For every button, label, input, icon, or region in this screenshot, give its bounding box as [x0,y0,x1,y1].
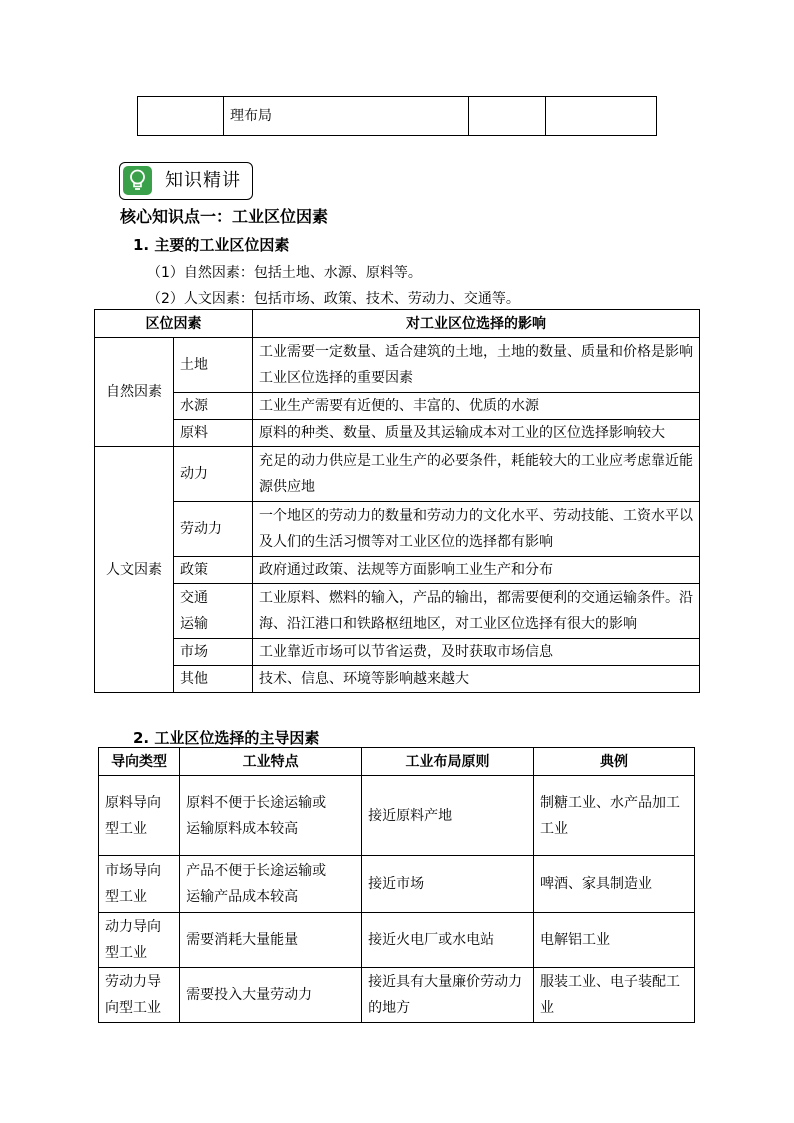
header-cell: 对工业区位选择的影响 [253,310,700,338]
example-text: 服装工业、电子装配工业 [540,974,680,1016]
example-text: 制糖工业、水产品加工工业 [540,794,680,837]
feature-text: 产品不便于长途运输或运输产品成本较高 [186,863,327,905]
header-cell: 区位因素 [95,310,253,338]
impact-cell: 政府通过政策、法规等方面影响工业生产和分布 [253,557,700,584]
principle-text: 接近具有大量廉价劳动力的地方 [368,974,523,1016]
type-text: 劳动力导向型工业 [105,974,161,1016]
section1-title: 1. 主要的工业区位因素 [133,236,290,254]
factor-cell: 水源 [174,393,253,420]
lightbulb-icon [123,166,152,195]
impact-cell: 工业靠近市场可以节省运费，及时获取市场信息 [253,639,700,666]
factor-cell: 动力 [174,447,253,502]
top-partial-table [137,96,657,136]
table-row [95,666,700,693]
group-cell: 人文因素 [95,447,174,693]
table-header-row [95,310,700,338]
table-cell [138,97,224,136]
table-cell [546,97,657,136]
table-row [99,968,695,1023]
factor-cell: 政策 [174,557,253,584]
table-row [95,502,700,557]
factor-cell: 劳动力 [174,502,253,557]
core-title: 核心知识点一：工业区位因素 [120,207,329,226]
table-row [95,447,700,502]
header-cell: 工业特点 [180,748,362,776]
type-text: 原料导向型工业 [105,794,161,837]
principle-cell: 接近火电厂或水电站 [362,913,534,968]
table-row [95,639,700,666]
principle-cell: 接近原料产地 [362,776,534,856]
factor-cell: 市场 [174,639,253,666]
table-row [95,420,700,447]
impact-cell: 工业需要一定数量、适合建筑的土地，土地的数量、质量和价格是影响工业区位选择的重要因素 [253,338,700,393]
example-cell [534,968,695,1023]
table-row [138,97,657,136]
guide-table [98,747,695,1023]
factor-cell [174,584,253,639]
feature-cell: 需要消耗大量能量 [180,913,362,968]
principle-cell [362,968,534,1023]
type-text: 动力导向型工业 [105,919,161,961]
impact-cell: 原料的种类、数量、质量及其运输成本对工业的区位选择影响较大 [253,420,700,447]
impact-cell: 技术、信息、环境等影响越来越大 [253,666,700,693]
feature-cell [180,776,362,856]
table-row [95,584,700,639]
header-cell: 典例 [534,748,695,776]
impact-cell: 充足的动力供应是工业生产的必要条件，耗能较大的工业应考虑靠近能源供应地 [253,447,700,502]
badge-label: 知识精讲 [165,170,241,191]
feature-text: 原料不便于长途运输或运输原料成本较高 [186,794,327,837]
factor-cell: 原料 [174,420,253,447]
impact-cell: 工业生产需要有近便的、丰富的、优质的水源 [253,393,700,420]
section1-line1: （1）自然因素：包括土地、水源、原料等。 [147,265,422,281]
table-row [99,856,695,913]
principle-cell: 接近市场 [362,856,534,913]
table-cell: 理布局 [224,97,469,136]
type-cell [99,913,180,968]
table-row [99,776,695,856]
group-cell: 自然因素 [95,338,174,447]
feature-cell [180,856,362,913]
example-cell: 啤酒、家具制造业 [534,856,695,913]
feature-cell: 需要投入大量劳动力 [180,968,362,1023]
table-row [95,338,700,393]
factor-cell: 土地 [174,338,253,393]
knowledge-badge [119,162,253,200]
factors-table [94,309,700,693]
table-row [99,913,695,968]
example-cell: 电解铝工业 [534,913,695,968]
table-header-row [99,748,695,776]
table-cell [469,97,546,136]
factor-cell: 其他 [174,666,253,693]
impact-cell: 一个地区的劳动力的数量和劳动力的文化水平、劳动技能、工资水平以及人们的生活习惯等对工业区位的选择都有影响 [253,502,700,557]
header-cell: 导向类型 [99,748,180,776]
type-text: 市场导向型工业 [105,863,161,905]
type-cell [99,776,180,856]
factor-text: 交通运输 [180,590,208,632]
section1-line2: （2）人文因素：包括市场、政策、技术、劳动力、交通等。 [147,291,520,307]
type-cell [99,856,180,913]
type-cell [99,968,180,1023]
table-row [95,557,700,584]
table-row [95,393,700,420]
section2-title: 2. 工业区位选择的主导因素 [133,729,320,747]
example-cell [534,776,695,856]
header-cell: 工业布局原则 [362,748,534,776]
impact-cell: 工业原料、燃料的输入，产品的输出，都需要便利的交通运输条件。沿海、沿江港口和铁路枢纽地区，对工业区位选择有很大的影响 [253,584,700,639]
